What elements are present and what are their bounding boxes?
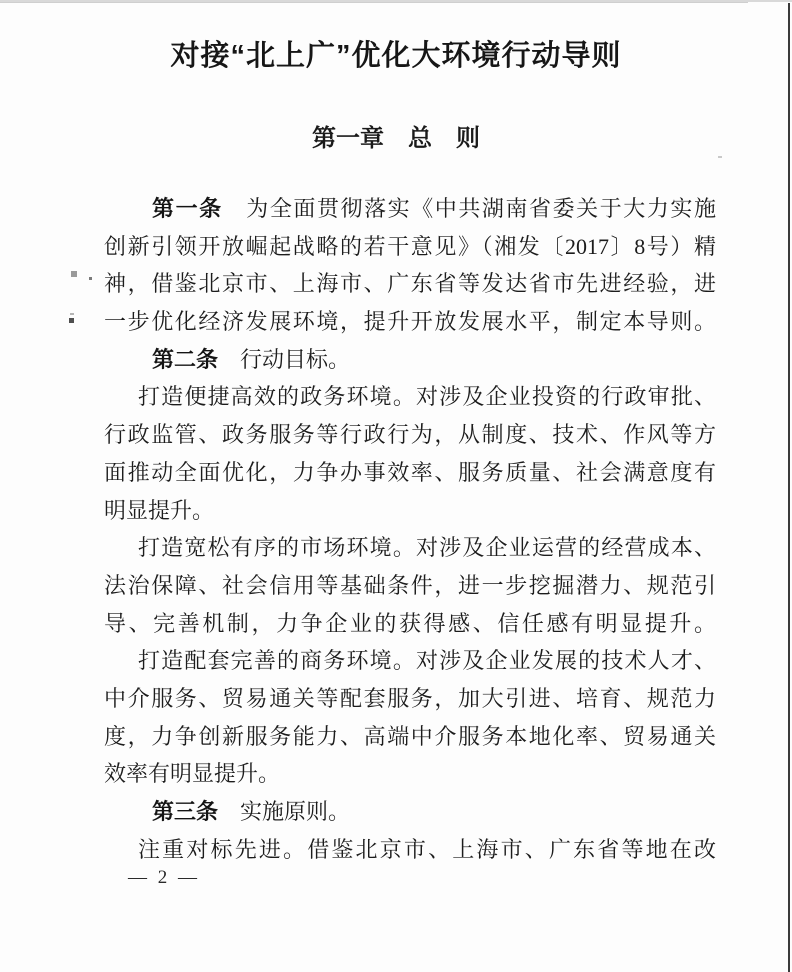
line-text: 创新引领开放崛起战略的若干意见》（湘发〔2017〕8号）精 [104, 233, 716, 259]
document-title: 对接“北上广”优化大环境行动导则 [170, 40, 622, 72]
article-number: 第二条 [152, 346, 219, 372]
line-text: 打造宽松有序的市场环境。对涉及企业运营的经营成本、 [138, 535, 716, 561]
text-line [104, 454, 716, 492]
scan-noise-speck [69, 318, 74, 323]
line-text: 为全面贯彻落实《中共湖南省委关于大力实施 [222, 196, 716, 221]
text-line [104, 680, 716, 718]
line-text: 效率有明显提升。 [104, 761, 281, 787]
line-text: 面推动全面优化，力争办事效率、服务质量、社会满意度有 [104, 459, 716, 485]
text-line [104, 265, 716, 303]
text-line [104, 529, 716, 567]
line-text: 打造配套完善的商务环境。对涉及企业发展的技术人才、 [138, 648, 716, 674]
text-line [104, 605, 716, 643]
text-line [104, 303, 716, 341]
document-body [104, 190, 716, 868]
text-line [104, 228, 716, 266]
line-text: 打造便捷高效的政务环境。对涉及企业投资的行政审批、 [138, 384, 716, 410]
line-text: 明显提升。 [104, 497, 215, 523]
page-number: — 2 — [128, 867, 200, 888]
chapter-heading: 第一章 总 则 [312, 125, 480, 152]
text-line [104, 831, 716, 869]
scan-noise-speck [71, 271, 77, 277]
scan-noise-speck [89, 277, 92, 280]
line-text: 实施原则。 [218, 799, 351, 824]
line-text: 法治保障、社会信用等基础条件，进一步挖掘潜力、规范引 [104, 572, 716, 598]
line-text: 度，力争创新服务能力、高端中介服务本地化率、贸易通关 [104, 723, 716, 749]
text-line [104, 755, 716, 793]
line-text: 神，借鉴北京市、上海市、广东省等发达省市先进经验，进 [104, 271, 716, 297]
text-line [104, 341, 716, 379]
text-line [104, 378, 716, 416]
line-text: 行政监管、政务服务等行政行为，从制度、技术、作风等方 [104, 422, 716, 448]
scan-artifact-top-band-2 [0, 2, 748, 3]
article-number: 第一条 [152, 196, 223, 221]
scan-noise-speck [70, 313, 74, 315]
text-line [104, 567, 716, 605]
article-number: 第三条 [152, 799, 219, 824]
scan-noise-speck [718, 156, 722, 158]
text-line [104, 190, 716, 228]
line-text: 一步优化经济发展环境，提升开放发展水平，制定本导则。 [104, 309, 716, 335]
text-line [104, 718, 716, 756]
text-line [104, 642, 716, 680]
line-text: 中介服务、贸易通关等配套服务，加大引进、培育、规范力 [104, 685, 716, 711]
line-text: 行动目标。 [218, 346, 351, 372]
text-line [104, 492, 716, 530]
text-line [104, 793, 716, 831]
line-text: 注重对标先进。借鉴北京市、上海市、广东省等地在改 [138, 836, 716, 862]
line-text: 导、完善机制，力争企业的获得感、信任感有明显提升。 [104, 610, 716, 636]
text-line [104, 416, 716, 454]
